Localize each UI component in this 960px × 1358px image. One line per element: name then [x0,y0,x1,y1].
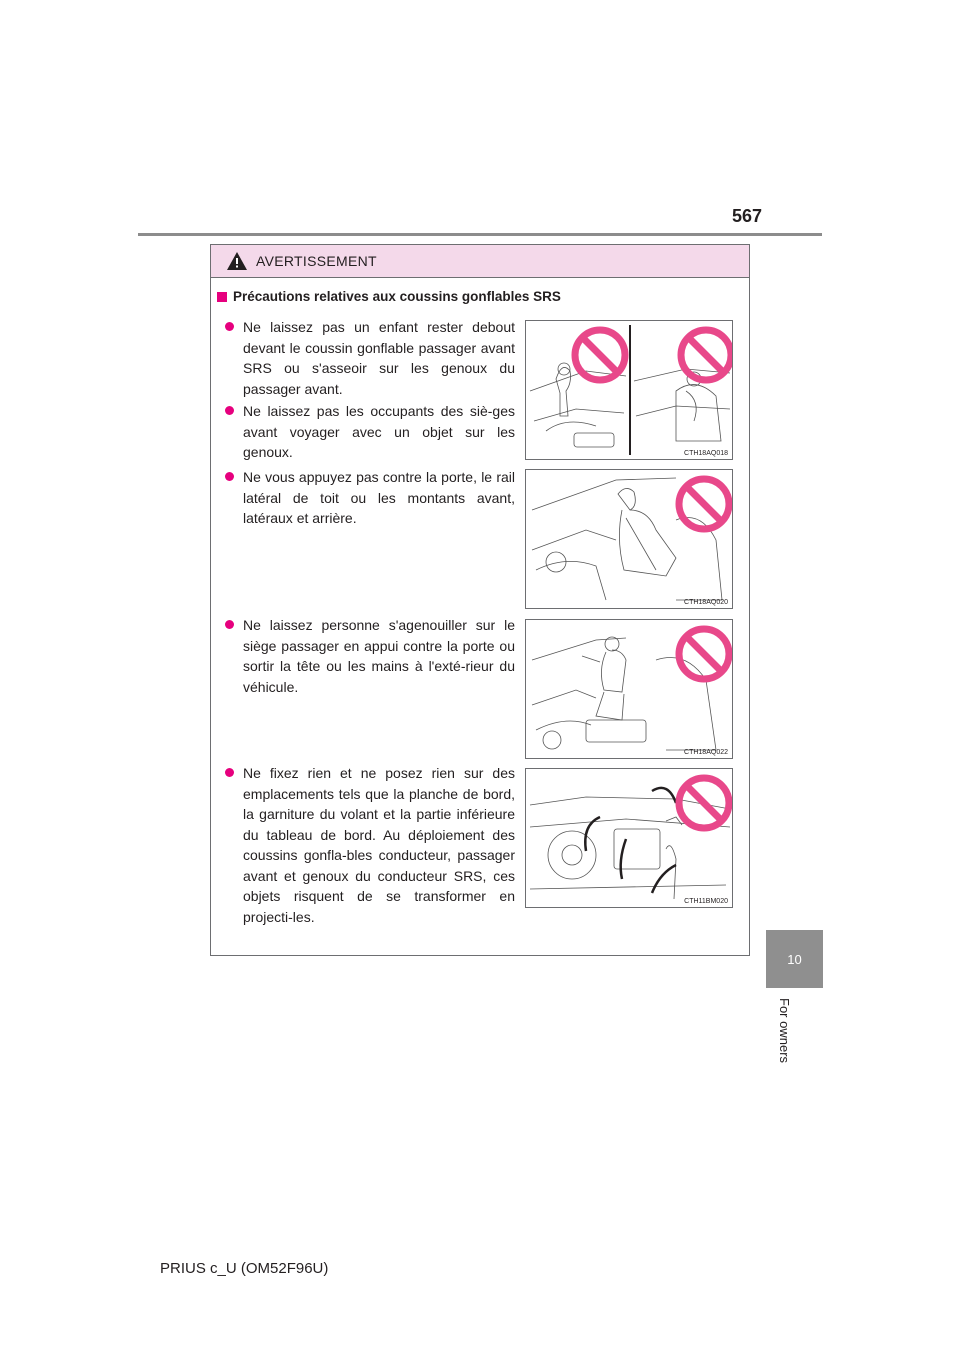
car-interior-drawing [526,769,732,907]
warning-item-1 [225,317,515,399]
warning-item-2 [225,401,515,463]
chapter-title: For owners [777,998,792,1064]
warning-item-5 [225,763,515,927]
section-heading-text: Précautions relatives aux coussins gonflables SRS [233,289,561,304]
square-bullet-icon [217,292,227,302]
car-interior-drawing [526,620,732,758]
header-rule [138,233,822,236]
warning-box [210,244,750,956]
chapter-tab: 10 [766,930,823,988]
illustration-code: CTH18AQ020 [684,599,728,606]
warning-item-text: Ne laissez pas les occupants des siè-ges avant voyager avec un objet sur les genoux. [243,403,515,460]
warning-header [211,245,749,278]
car-interior-drawing [526,321,732,459]
warning-title: AVERTISSEMENT [256,253,377,269]
footer-model-code: PRIUS c_U (OM52F96U) [160,1260,329,1277]
section-heading [217,289,561,304]
warning-item-4 [225,615,515,697]
prohibited-icon [679,479,729,529]
warning-item-3 [225,467,515,529]
bullet-dot-icon [225,472,234,481]
illustration-kneeling-seat [525,619,733,759]
page-number: 567 [731,206,762,226]
bullet-dot-icon [225,322,234,331]
illustration-dashboard-objects [525,768,733,908]
warning-triangle-icon [226,251,248,271]
illustration-leaning-door [525,469,733,609]
prohibited-icon [681,330,731,380]
illustration-code: CTH18AQ022 [684,749,728,756]
warning-item-text: Ne vous appuyez pas contre la porte, le rail latéral de toit ou les montants avant, latéraux et arrière. [243,469,515,526]
prohibited-icon [679,778,729,828]
prohibited-icon [679,629,729,679]
warning-item-text: Ne laissez pas un enfant rester debout devant le coussin gonflable passager avant SRS ou s'asseoir sur les genoux du passager avant. [243,319,515,397]
illustration-code: CTH11BM020 [684,898,728,905]
car-interior-drawing [526,470,732,608]
illustration-code: CTH18AQ018 [684,450,728,457]
warning-item-text: Ne fixez rien et ne posez rien sur des emplacements tels que la planche de bord, la garniture du volant et la partie inférieure du tableau de bord. Au déploiement des coussins gonfla-bles conducteur, passager avant et genoux du conducteur SRS, ces objets risquent de se transformer en projecti-les. [243,765,515,925]
illustration-child-front-seat [525,320,733,460]
bullet-dot-icon [225,768,234,777]
bullet-dot-icon [225,406,234,415]
warning-item-text: Ne laissez personne s'agenouiller sur le siège passager en appui contre la porte ou sortir la tête ou les mains à l'exté-rieur du véhicule. [243,617,515,695]
bullet-dot-icon [225,620,234,629]
